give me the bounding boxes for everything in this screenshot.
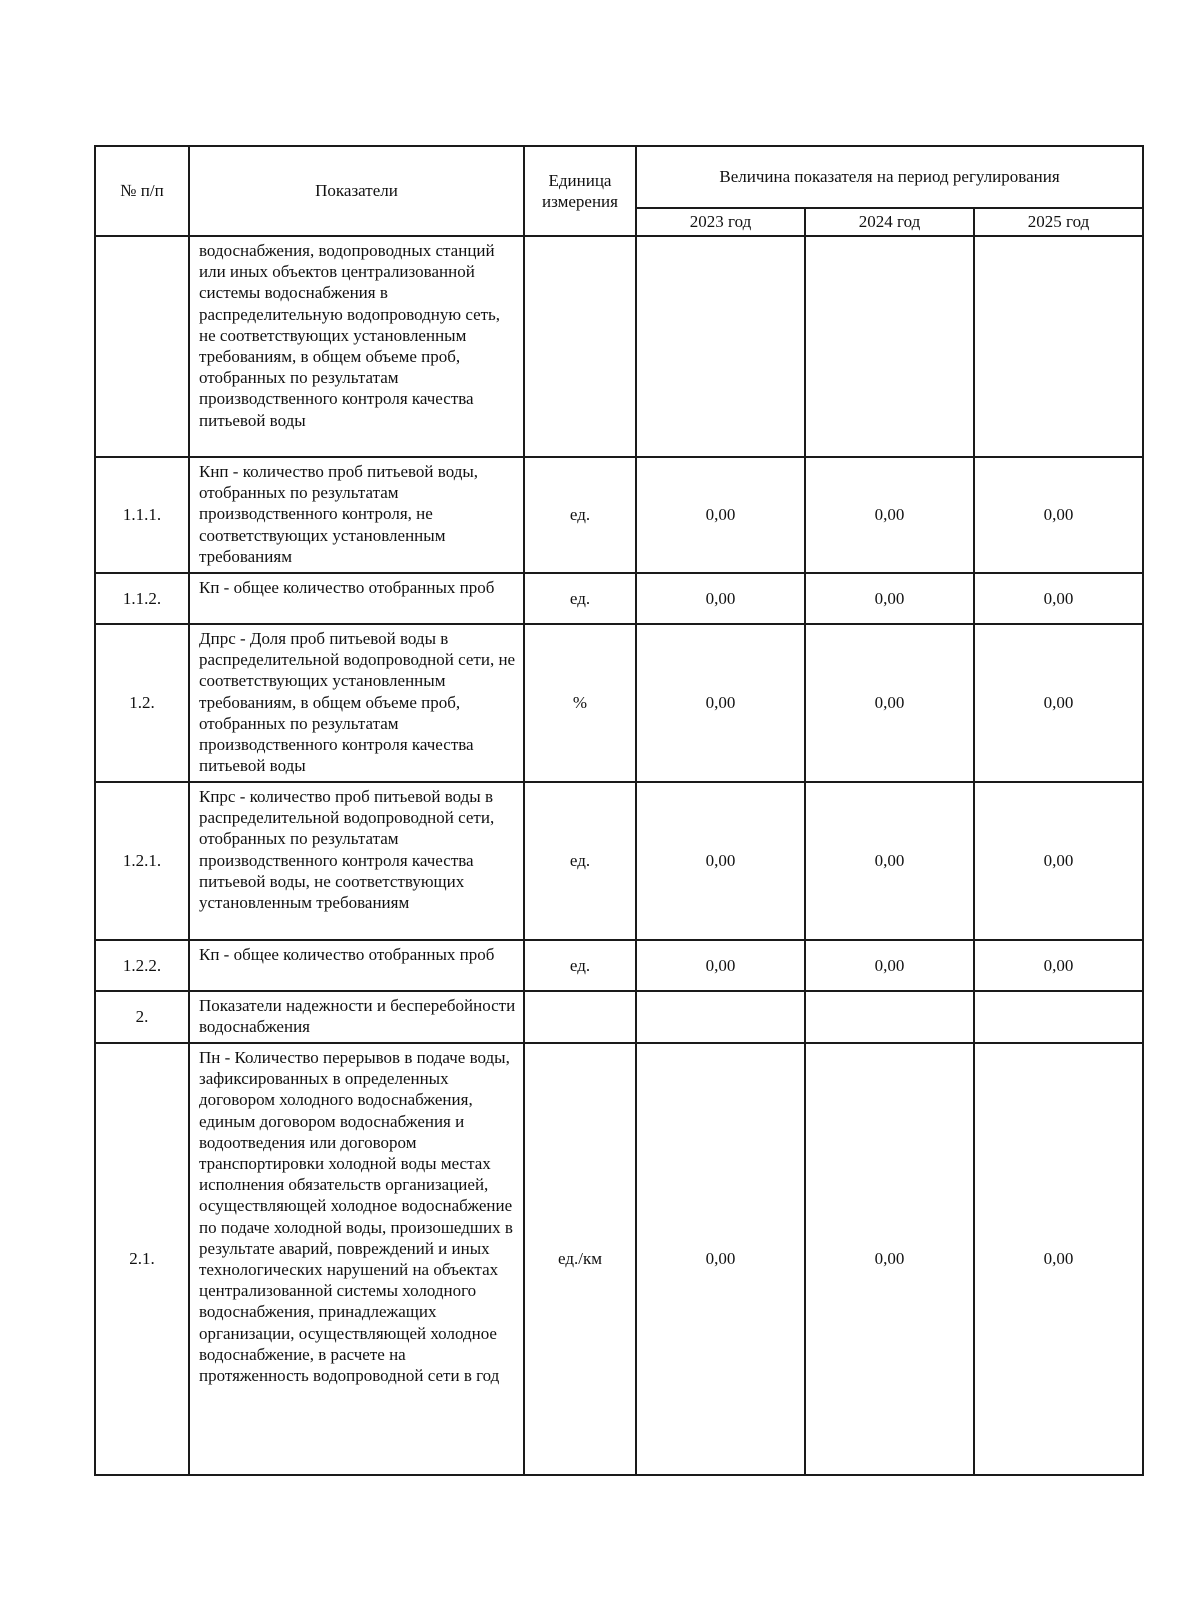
table-row [95, 457, 1143, 573]
row-num: 1.2.2. [95, 940, 189, 991]
row-value-2025: 0,00 [974, 573, 1143, 624]
row-num [95, 236, 189, 457]
row-indicator-text: Кп - общее количество отобранных проб [189, 573, 524, 624]
row-value-2023: 0,00 [636, 940, 805, 991]
row-value-2024: 0,00 [805, 624, 974, 782]
header-period: Величина показателя на период регулирования [636, 146, 1143, 208]
row-value-2023 [636, 991, 805, 1043]
row-indicator-text: водоснабжения, водопроводных станций или иных объектов централизованной системы водоснабжения в распределительную водопроводную сеть, не соответствующих установленным требованиям, в общем объеме проб, отобранных по результатам производственного контроля качества питьевой воды [189, 236, 524, 457]
row-value-2023: 0,00 [636, 573, 805, 624]
row-num: 2. [95, 991, 189, 1043]
row-value-2023: 0,00 [636, 782, 805, 940]
row-value-2024 [805, 236, 974, 457]
row-value-2023: 0,00 [636, 1043, 805, 1475]
row-unit: ед. [524, 782, 636, 940]
header-unit-line2: измерения [542, 192, 618, 211]
row-value-2025: 0,00 [974, 1043, 1143, 1475]
row-num: 1.2.1. [95, 782, 189, 940]
row-value-2024: 0,00 [805, 1043, 974, 1475]
row-indicator-text: Кнп - количество проб питьевой воды, отобранных по результатам производственного контроля, не соответствующих установленным требованиям [189, 457, 524, 573]
header-indicators: Показатели [189, 146, 524, 236]
table-row [95, 1043, 1143, 1475]
table-row [95, 991, 1143, 1043]
row-unit: ед. [524, 457, 636, 573]
row-value-2025: 0,00 [974, 940, 1143, 991]
row-value-2023 [636, 236, 805, 457]
row-indicator-text: Пн - Количество перерывов в подаче воды, зафиксированных в определенных договором холодного водоснабжения, единым договором водоснабжения и водоотведения или договором транспортировки холодной воды местах исполнения обязательств организацией, осуществляющей холодное водоснабжение по подаче холодной воды, произошедших в результате аварий, повреждений и иных технологических нарушений на объектах централизованной системы холодного водоснабжения, принадлежащих организации, осуществляющей холодное водоснабжение, в расчете на протяженность водопроводной сети в год [189, 1043, 524, 1475]
row-num: 2.1. [95, 1043, 189, 1475]
header-year-2024: 2024 год [805, 208, 974, 236]
row-unit: % [524, 624, 636, 782]
row-value-2023: 0,00 [636, 457, 805, 573]
row-value-2024: 0,00 [805, 940, 974, 991]
row-value-2025 [974, 991, 1143, 1043]
row-num: 1.1.1. [95, 457, 189, 573]
header-year-2025: 2025 год [974, 208, 1143, 236]
row-value-2025: 0,00 [974, 457, 1143, 573]
indicators-table [94, 145, 1144, 1476]
row-value-2024: 0,00 [805, 573, 974, 624]
row-indicator-text: Дпрс - Доля проб питьевой воды в распределительной водопроводной сети, не соответствующих установленным требованиям, в общем объеме проб, отобранных по результатам производственного контроля качества питьевой воды [189, 624, 524, 782]
header-unit-line1: Единица [548, 171, 612, 190]
row-unit [524, 236, 636, 457]
header-year-2023: 2023 год [636, 208, 805, 236]
header-unit [524, 146, 636, 236]
row-unit: ед. [524, 940, 636, 991]
row-value-2025: 0,00 [974, 624, 1143, 782]
table-row [95, 573, 1143, 624]
row-unit: ед. [524, 573, 636, 624]
row-value-2025 [974, 236, 1143, 457]
row-unit [524, 991, 636, 1043]
row-value-2023: 0,00 [636, 624, 805, 782]
row-indicator-text: Кпрс - количество проб питьевой воды в распределительной водопроводной сети, отобранных по результатам производственного контроля качества питьевой воды, не соответствующих установленным требованиям [189, 782, 524, 940]
row-value-2024: 0,00 [805, 457, 974, 573]
row-num: 1.2. [95, 624, 189, 782]
row-indicator-text: Показатели надежности и бесперебойности водоснабжения [189, 991, 524, 1043]
table-row [95, 940, 1143, 991]
row-value-2024 [805, 991, 974, 1043]
table-row [95, 624, 1143, 782]
header-num: № п/п [95, 146, 189, 236]
table-row [95, 236, 1143, 457]
row-num: 1.1.2. [95, 573, 189, 624]
row-unit: ед./км [524, 1043, 636, 1475]
row-indicator-text: Кп - общее количество отобранных проб [189, 940, 524, 991]
row-value-2024: 0,00 [805, 782, 974, 940]
row-value-2025: 0,00 [974, 782, 1143, 940]
table-row [95, 782, 1143, 940]
